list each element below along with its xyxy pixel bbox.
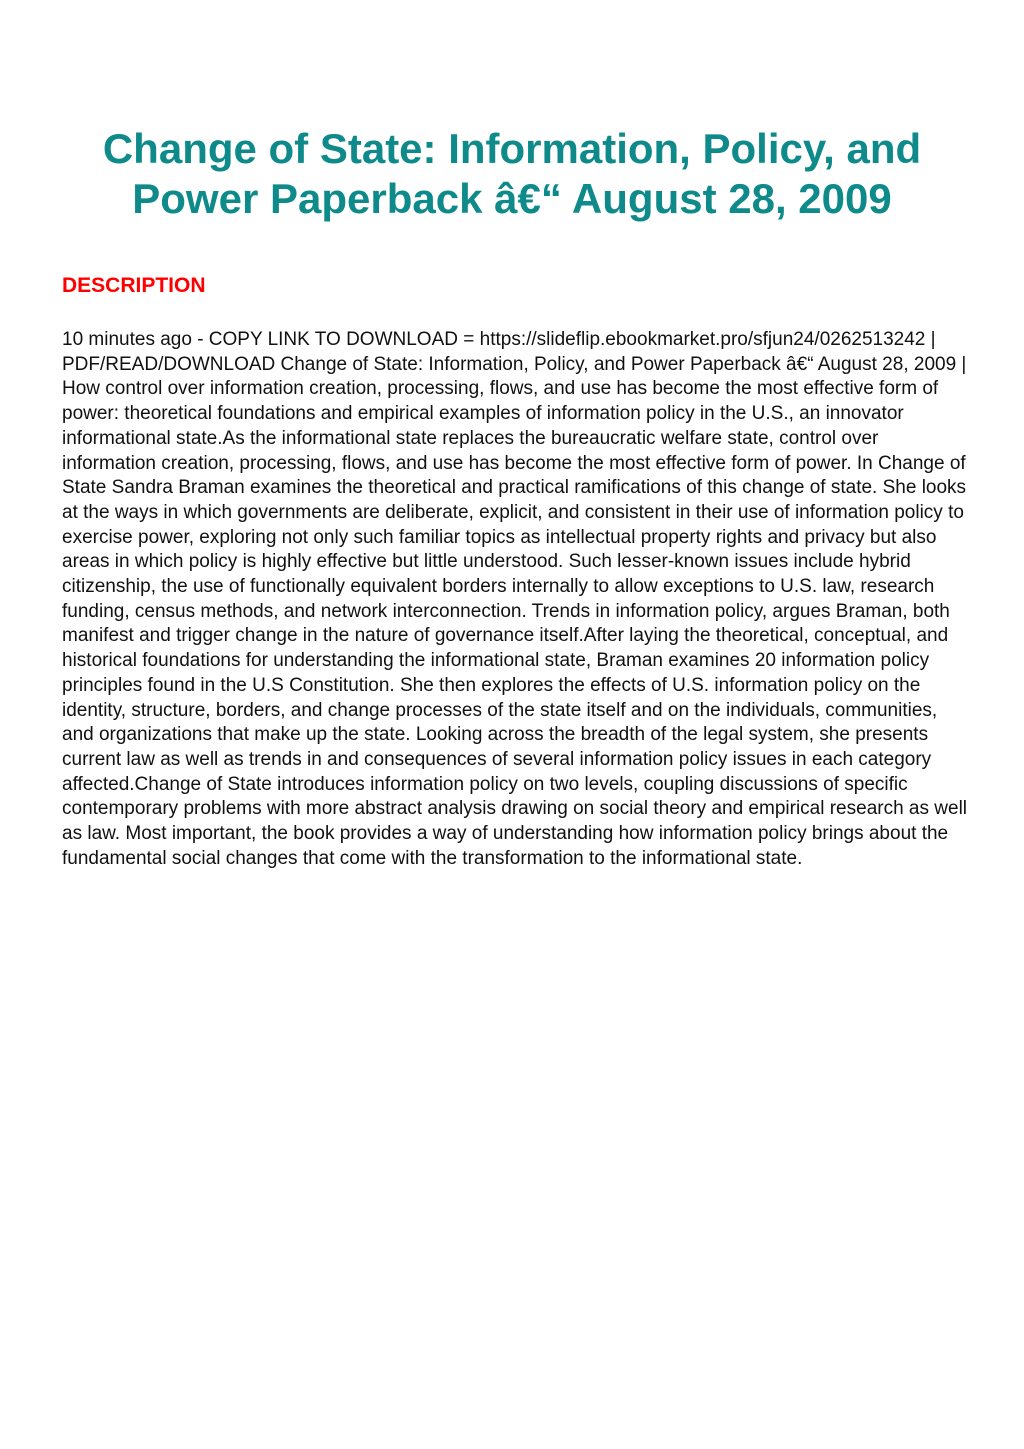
document-title: Change of State: Information, Policy, and Power Paperback â€“ August 28, 2009 xyxy=(102,125,922,222)
description-heading: DESCRIPTION xyxy=(62,274,206,297)
description-text: 10 minutes ago - COPY LINK TO DOWNLOAD = https://slideflip.ebookmarket.pro/sfjun24/0262513242 | PDF/READ/DOWNLOAD Change of State: Information, Policy, and Power Paperback â€“ August 28, 2009 | How control over information creation, processing, flows, and use has become the most effective form of power: theoretical foundations and empirical examples of information policy in the U.S., an innovator informational state.As the informational state replaces the bureaucratic welfare state, control over information creation, processing, flows, and use has become the most effective form of power. In Change of State Sandra Braman examines the theoretical and practical ramifications of this change of state. She looks at the ways in which governments are deliberate, explicit, and consistent in their use of information policy to exercise power, exploring not only such familiar topics as intellectual property rights and privacy but also areas in which policy is highly effective but little understood. Such lesser-known issues include hybrid citizenship, the use of functionally equivalent borders internally to allow exceptions to U.S. law, research funding, census methods, and network interconnection. Trends in information policy, argues Braman, both manifest and trigger change in the nature of governance itself.After laying the theoretical, conceptual, and historical foundations for understanding the informational state, Braman examines 20 information policy principles found in the U.S Constitution. She then explores the effects of U.S. information policy on the identity, structure, borders, and change processes of the state itself and on the individuals, communities, and organizations that make up the state. Looking across the breadth of the legal system, she presents current law as well as trends in and consequences of several information policy issues in each category affected.Change of State introduces information policy on two levels, coupling discussions of specific contemporary problems with more abstract analysis drawing on social theory and empirical research as well as law. Most important, the book provides a way of understanding how information policy brings about the fundamental social changes that come with the transformation to the informational state. xyxy=(62,329,968,869)
